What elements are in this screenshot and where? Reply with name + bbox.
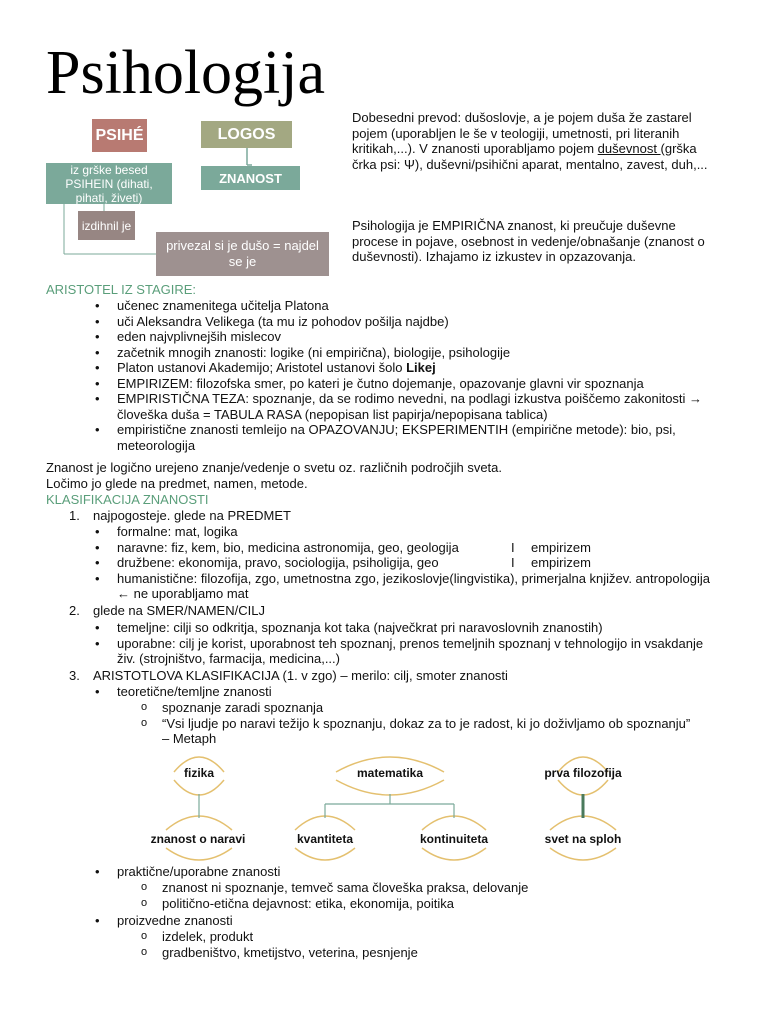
list-item: • začetnik mnogih znanosti: logike (ni empirična), biologije, psihologije: [117, 345, 717, 361]
item-text: ARISTOTLOVA KLASIFIKACIJA (1. v zgo) – merilo: cilj, smoter znanosti: [93, 668, 508, 683]
item-number: 2.: [69, 603, 80, 618]
aristotle-diagram-lines: [140, 744, 680, 868]
teoreticne-sublist: [162, 700, 692, 747]
list-item: • uči Aleksandra Velikega (ta mu iz pohodov pošilja najdbe): [117, 314, 717, 330]
diagram-node-matematika: matematika: [356, 766, 424, 780]
list-item: • humanistične: filozofija, zgo, umetnostna zgo, jezikoslovje(lingvistika), primerjalna književ. antropologija ← ne uporabljamo mat: [117, 571, 717, 602]
list-item: • teoretične/temljne znanosti: [117, 684, 717, 700]
intro-paragraph-1: [352, 110, 718, 172]
list-item: • EMPIRISTIČNA TEZA: spoznanje, da se rodimo nevedni, na podlagi izkustva poiščemo zakonitosti → človeška duša = TABULA RASA (nepopisan list papirja/nepopisana tablica): [117, 391, 717, 422]
predmet-sublist: [117, 524, 717, 602]
likej-bold: Likej: [406, 360, 436, 375]
aristotel-list: [117, 298, 717, 453]
privezal-box: privezal si je dušo = najdel se je: [156, 232, 329, 276]
list-item-text: naravne: fiz, kem, bio, medicina astronomija, geo, geologija: [117, 539, 459, 555]
sub-item: o izdelek, produkt: [162, 929, 692, 945]
list-item: • eden najvplivnejših mislecov: [117, 329, 717, 345]
ordered-item-1: [69, 508, 723, 524]
logos-box: LOGOS: [201, 121, 292, 148]
prakticne-sublist: [162, 880, 692, 911]
diagram-node-znanost-o-naravi: znanost o naravi: [150, 832, 246, 846]
list-item: • uporabne: cilj je korist, uporabnost teh spoznanj, prenos temeljnih spoznanj v tehnologijo in vsakdanje živ. (strojništvo, farmacija, medicina,...): [117, 636, 717, 667]
ordered-item-2: [69, 603, 723, 619]
znanost-definition: Znanost je logično urejeno znanje/vedenje o svetu oz. različnih področjih sveta.: [46, 460, 502, 475]
prakticne-item: [117, 864, 717, 880]
klasifikacija-list-2: [69, 603, 723, 619]
divider-bar: I: [511, 555, 515, 570]
intro-underlined-term: duševnost: [597, 141, 661, 156]
list-item: [117, 555, 717, 571]
sub-item: o “Vsi ljudje po naravi težijo k spoznanju, dokaz za to je radost, ki jo doživljamo ob spoznanju” – Metaph: [162, 716, 692, 747]
iz-grske-box: iz grške besed PSIHEIN (dihati, pihati, živeti): [46, 163, 172, 204]
diagram-node-svet-na-sploh: svet na sploh: [544, 832, 622, 846]
sub-item: o spoznanje zaradi spoznanja: [162, 700, 692, 716]
list-item: • praktične/uporabne znanosti: [117, 864, 717, 880]
smer-sublist: [117, 620, 717, 667]
aristotel-heading: ARISTOTEL IZ STAGIRE:: [46, 282, 197, 297]
klasifikacija-heading: KLASIFIKACIJA ZNANOSTI: [46, 492, 209, 507]
proizvedne-item: [117, 913, 717, 929]
list-item: [117, 540, 717, 556]
item-number: 3.: [69, 668, 80, 683]
diagram-node-kvantiteta: kvantiteta: [296, 832, 354, 846]
list-item: • učenec znamenitega učitelja Platona: [117, 298, 717, 314]
page-title: Psihologija: [46, 39, 326, 107]
empirizem-label: empirizem: [531, 555, 591, 570]
klasifikacija-list-3: [69, 668, 723, 684]
item-number: 1.: [69, 508, 80, 523]
znanost-division: Ločimo jo glede na predmet, namen, metode.: [46, 476, 308, 491]
izdihnil-box: izdihnil je: [78, 211, 135, 240]
proizvedne-sublist: [162, 929, 692, 960]
list-item: • formalne: mat, logika: [117, 524, 717, 540]
sub-item: o znanost ni spoznanje, temveč sama človeška praksa, delovanje: [162, 880, 692, 896]
list-item: • temeljne: cilji so odkritja, spoznanja kot taka (največkrat pri naravoslovnih znanostih): [117, 620, 717, 636]
divider-bar: I: [511, 539, 515, 555]
list-item-text: Platon ustanovi Akademijo; Aristotel ustanovi šolo: [117, 360, 407, 375]
intro-paragraph-2: Psihologija je EMPIRIČNA znanost, ki preučuje duševne procese in pojave, osebnost in vedenje/obnašanje (znanost o duševnosti). Izhajamo iz izkustev in opzazovanja.: [352, 218, 705, 264]
empirizem-label: empirizem: [531, 539, 591, 555]
list-item-text: družbene: ekonomija, pravo, sociologija, psiholigija, geo: [117, 555, 439, 570]
intro-text-b: (grška črka psi: Ψ), duševni/psihični aparat, mentalno, zavest, duh,...: [352, 141, 708, 172]
item-text: glede na SMER/NAMEN/CILJ: [93, 603, 265, 618]
list-item: • EMPIRIZEM: filozofska smer, po kateri je čutno dojemanje, opazovanje glavni vir spoznanja: [117, 376, 717, 392]
psihe-box: PSIHÉ: [92, 119, 147, 152]
diagram-node-fizika: fizika: [183, 766, 214, 780]
teoreticne-item: [117, 684, 717, 700]
diagram-node-kontinuiteta: kontinuiteta: [420, 832, 488, 846]
intro-text-a: Dobesedni prevod: dušoslovje, a je pojem duša že zastarel pojem (uporabljen le še v teologiji, umetnosti, pri literanih kritikah,...). V znanosti uporabljamo pojem: [352, 110, 692, 156]
list-item: • proizvedne znanosti: [117, 913, 717, 929]
klasifikacija-list-1: [69, 508, 723, 524]
list-item: • empiristične znanosti temleijo na OPAZOVANJU; EKSPERIMENTIH (empirične metode): bio, psi, meteorologija: [117, 422, 717, 453]
sub-item: o gradbeništvo, kmetijstvo, veterina, pesnjenje: [162, 945, 692, 961]
item-text: najpogosteje. glede na PREDMET: [93, 508, 292, 523]
znanost-box: ZNANOST: [201, 166, 300, 190]
sub-item: o politično-etična dejavnost: etika, ekonomija, poitika: [162, 896, 692, 912]
diagram-node-prva-filozofija: prva filozofija: [544, 766, 622, 780]
ordered-item-3: [69, 668, 723, 684]
list-item: [117, 360, 717, 376]
